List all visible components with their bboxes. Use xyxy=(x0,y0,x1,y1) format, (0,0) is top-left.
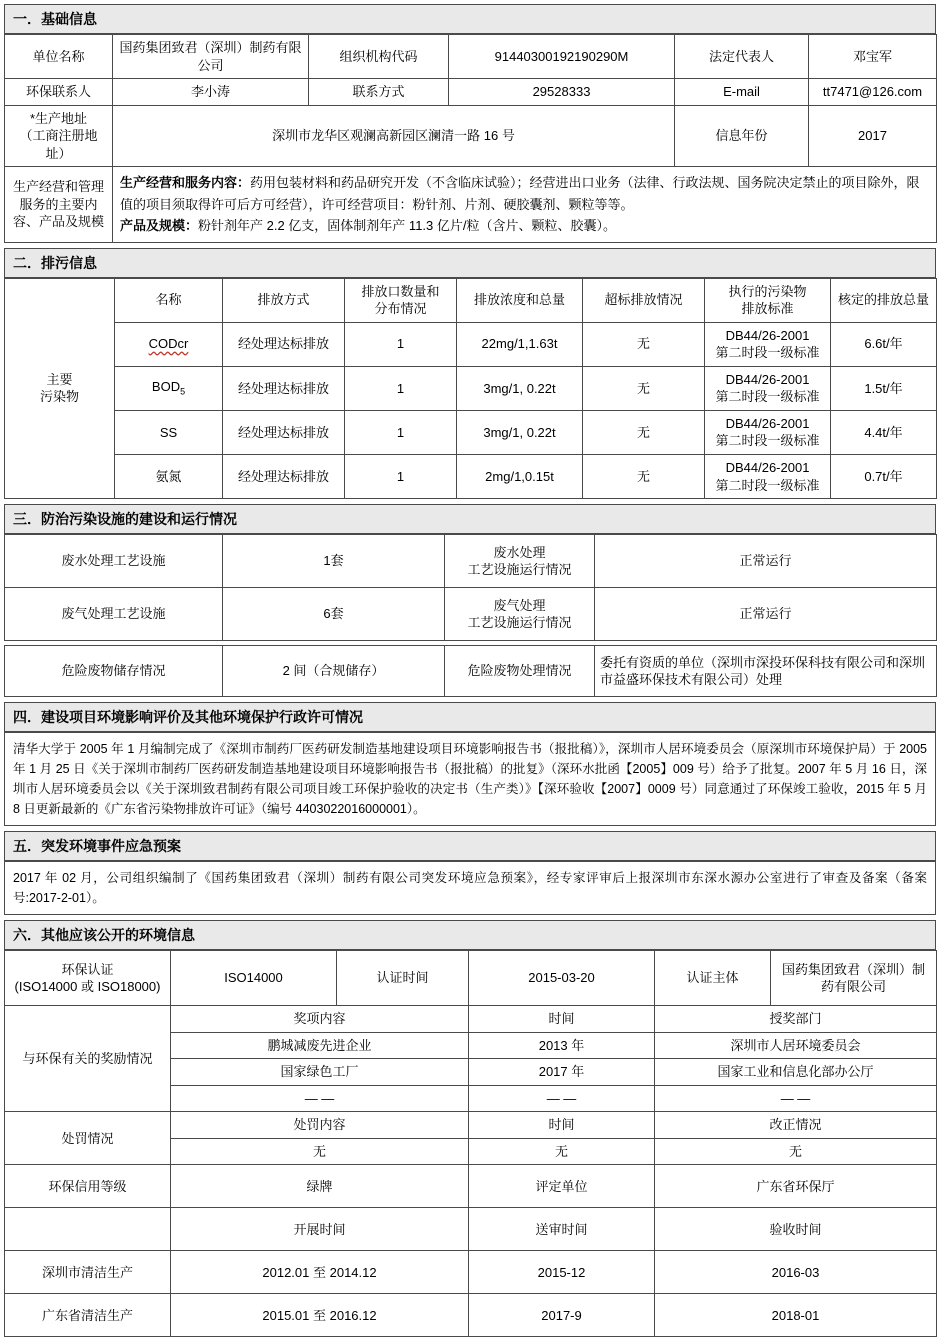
table-header-row xyxy=(5,278,937,322)
col-header-mode: 排放方式 xyxy=(223,278,345,322)
basic-info-table xyxy=(4,34,937,243)
pollutant-name-subscript: 5 xyxy=(180,387,186,398)
section-header-facilities: 三．防治污染设施的建设和运行情况 xyxy=(4,504,936,534)
pollutant-name: SS xyxy=(115,410,223,454)
table-row xyxy=(5,1006,937,1033)
cert-body-label: 认证主体 xyxy=(655,951,771,1006)
product-scale-text: 粉针剂年产 2.2 亿支，固体制剂年产 11.3 亿片/粒（含片、颗粒、胶囊）。 xyxy=(198,218,616,234)
pollutant-standard xyxy=(705,322,831,366)
business-content-text: 药用包装材料和药品研究开发（不含临床试验）；经营进出口业务（法律、行政法规、国务院决定禁止的项目除外，限值的项目须取得许可后方可经营），许可经营项目：粉针剂、片剂、硬胶囊剂、颗粒等等。 xyxy=(120,175,920,212)
pollutant-approved-total: 0.7t/年 xyxy=(831,454,937,498)
pollutant-exceed: 无 xyxy=(583,454,705,498)
pollutant-approved-total: 4.4t/年 xyxy=(831,410,937,454)
clean-sz-submit: 2015-12 xyxy=(469,1251,655,1294)
hazardous-waste-table xyxy=(4,645,937,697)
table-row xyxy=(5,1251,937,1294)
phone-label: 联系方式 xyxy=(309,79,449,106)
col-header-exceed: 超标排放情况 xyxy=(583,278,705,322)
award-content: 国家绿色工厂 xyxy=(171,1059,469,1086)
pollutant-exceed: 无 xyxy=(583,410,705,454)
legal-rep-label: 法定代表人 xyxy=(675,35,809,79)
wastewater-facility-count: 1套 xyxy=(223,535,445,588)
pollutant-concentration: 3mg/1, 0.22t xyxy=(457,410,583,454)
award-time: — — xyxy=(469,1085,655,1112)
pollutant-standard-line1: DB44/26-2001 xyxy=(725,415,810,431)
clean-header-accept: 验收时间 xyxy=(655,1208,937,1251)
address-label xyxy=(5,105,113,167)
pollutant-outlets: 1 xyxy=(345,366,457,410)
penalty-header-correction: 改正情况 xyxy=(655,1112,937,1139)
company-name-value: 国药集团致君（深圳）制药有限公司 xyxy=(113,35,309,79)
email-value: tt7471@126.com xyxy=(809,79,937,106)
pollutant-concentration: 2mg/1,0.15t xyxy=(457,454,583,498)
cert-label xyxy=(5,951,171,1006)
award-org: 深圳市人居环境委员会 xyxy=(655,1032,937,1059)
business-scope-label xyxy=(5,167,113,242)
waste-gas-facility-count: 6套 xyxy=(223,588,445,641)
pollutant-exceed: 无 xyxy=(583,322,705,366)
col-header-standard xyxy=(705,278,831,322)
penalty-header-time: 时间 xyxy=(469,1112,655,1139)
pollutant-group-label-line2: 污染物 xyxy=(39,389,79,405)
eia-paragraph: 清华大学于 2005 年 1 月编制完成了《深圳市制药厂医药研发制造基地建设项目环境影响报告书（报批稿）》，深圳市人居环境委员会（原深圳市环境保护局）于 2005 年 1 月 25 日《关于深圳市制药厂医药研发制造基地建设项目环境影响报告书（报批稿）的批复》（深环水批函【2005】009 号）给予了批复。2007 年 5 月 16 日，深圳市人居环境委员会以《关于深圳致君制药有限公司项目竣工环保护验收的决定书（生产类）》【深环验收【2007】0009 号）同意通过了环保竣工验收，2015 年 5 月 8 日更新最新的《广东省污染物排放许可证》（编号 4403022016000001）。 xyxy=(4,732,936,826)
pollutant-standard-line1: DB44/26-2001 xyxy=(725,371,810,387)
section-header-pollution-info: 二．排污信息 xyxy=(4,248,936,278)
pollutant-approved-total: 1.5t/年 xyxy=(831,366,937,410)
col-header-standard-line1: 执行的污染物 xyxy=(728,283,807,299)
pollutant-standard-line1: DB44/26-2001 xyxy=(725,327,810,343)
wastewater-facility-status-label xyxy=(445,535,595,588)
product-scale-title: 产品及规模： xyxy=(120,218,199,234)
pollutant-name xyxy=(115,366,223,410)
org-code-value: 91440300192190290M xyxy=(449,35,675,79)
phone-value: 29528333 xyxy=(449,79,675,106)
penalty-time: 无 xyxy=(469,1138,655,1165)
credit-org-value: 广东省环保厅 xyxy=(655,1165,937,1208)
contact-value: 李小涛 xyxy=(113,79,309,106)
business-scope-label-line3: 容、产品及规模 xyxy=(12,214,104,230)
section-header-basic-info: 一．基础信息 xyxy=(4,4,936,34)
award-time: 2017 年 xyxy=(469,1059,655,1086)
pollutant-outlets: 1 xyxy=(345,322,457,366)
credit-label: 环保信用等级 xyxy=(5,1165,171,1208)
business-scope-value xyxy=(113,167,937,242)
legal-rep-value: 邓宝军 xyxy=(809,35,937,79)
hazard-storage-label: 危险废物储存情况 xyxy=(5,646,223,697)
pollutant-standard-line1: DB44/26-2001 xyxy=(725,459,810,475)
pollutant-name-text: BOD xyxy=(151,379,181,395)
pollutant-mode: 经处理达标排放 xyxy=(223,366,345,410)
cert-time-label: 认证时间 xyxy=(337,951,469,1006)
contact-label: 环保联系人 xyxy=(5,79,113,106)
email-label: E-mail xyxy=(675,79,809,106)
facilities-table xyxy=(4,534,937,641)
award-time: 2013 年 xyxy=(469,1032,655,1059)
clean-sz-label: 深圳市清洁生产 xyxy=(5,1251,171,1294)
business-scope-label-line1: 生产经营和管理 xyxy=(12,179,104,195)
clean-sz-accept: 2016-03 xyxy=(655,1251,937,1294)
hazard-dispose-label: 危险废物处理情况 xyxy=(445,646,595,697)
col-header-approved-total: 核定的排放总量 xyxy=(831,278,937,322)
business-scope-paragraph-1 xyxy=(120,172,929,215)
waste-gas-facility-status: 正常运行 xyxy=(595,588,937,641)
table-row xyxy=(5,105,937,167)
table-row xyxy=(5,1208,937,1251)
business-scope-paragraph-2 xyxy=(120,215,929,236)
address-label-line2: （工商注册地址） xyxy=(19,128,98,161)
table-row xyxy=(5,646,937,697)
pollutant-standard-line2: 第二时段一级标准 xyxy=(715,389,820,405)
pollutant-standard-line2: 第二时段一级标准 xyxy=(715,433,820,449)
table-row xyxy=(5,410,937,454)
pollutant-concentration: 22mg/1,1.63t xyxy=(457,322,583,366)
business-scope-label-line2: 服务的主要内 xyxy=(19,196,98,212)
address-value: 深圳市龙华区观澜高新园区澜清一路 16 号 xyxy=(113,105,675,167)
pollutant-name: 氨氮 xyxy=(115,454,223,498)
table-row xyxy=(5,366,937,410)
business-content-title: 生产经营和服务内容： xyxy=(120,175,251,191)
waste-gas-status-label-line1: 废气处理 xyxy=(493,597,546,613)
pollutant-group-label-line1: 主要 xyxy=(46,371,73,387)
pollution-table xyxy=(4,278,937,499)
waste-gas-facility-label: 废气处理工艺设施 xyxy=(5,588,223,641)
hazard-dispose-value: 委托有资质的单位（深圳市深投环保科技有限公司和深圳市益盛环保技术有限公司）处理 xyxy=(595,646,937,697)
clean-header-start: 开展时间 xyxy=(171,1208,469,1251)
credit-value: 绿牌 xyxy=(171,1165,469,1208)
hazard-storage-value: 2 间（合规储存） xyxy=(223,646,445,697)
award-org: 国家工业和信息化部办公厅 xyxy=(655,1059,937,1086)
table-row xyxy=(5,35,937,79)
cert-label-line1: 环保认证 xyxy=(61,961,114,977)
clean-sz-start: 2012.01 至 2014.12 xyxy=(171,1251,469,1294)
clean-gd-start: 2015.01 至 2016.12 xyxy=(171,1294,469,1337)
award-content: 鹏城减废先进企业 xyxy=(171,1032,469,1059)
pollutant-outlets: 1 xyxy=(345,454,457,498)
pollutant-name xyxy=(115,322,223,366)
clean-gd-submit: 2017-9 xyxy=(469,1294,655,1337)
pollutant-mode: 经处理达标排放 xyxy=(223,454,345,498)
awards-label: 与环保有关的奖励情况 xyxy=(5,1006,171,1112)
clean-header-submit: 送审时间 xyxy=(469,1208,655,1251)
table-row xyxy=(5,588,937,641)
col-header-outlets-line2: 分布情况 xyxy=(374,301,427,317)
table-row xyxy=(5,322,937,366)
pollutant-standard xyxy=(705,454,831,498)
cert-value: ISO14000 xyxy=(171,951,337,1006)
table-row xyxy=(5,1165,937,1208)
table-row xyxy=(5,454,937,498)
awards-header-time: 时间 xyxy=(469,1006,655,1033)
clean-gd-label: 广东省清洁生产 xyxy=(5,1294,171,1337)
clean-production-blank xyxy=(5,1208,171,1251)
company-name-label: 单位名称 xyxy=(5,35,113,79)
pollutant-standard-line2: 第二时段一级标准 xyxy=(715,345,820,361)
wastewater-facility-label: 废水处理工艺设施 xyxy=(5,535,223,588)
table-row xyxy=(5,535,937,588)
pollutant-group-label xyxy=(5,278,115,498)
clean-gd-accept: 2018-01 xyxy=(655,1294,937,1337)
awards-header-org: 授奖部门 xyxy=(655,1006,937,1033)
col-header-outlets-line1: 排放口数量和 xyxy=(361,283,440,299)
other-info-table xyxy=(4,950,937,1337)
cert-time-value: 2015-03-20 xyxy=(469,951,655,1006)
wastewater-status-label-line1: 废水处理 xyxy=(493,544,546,560)
penalty-correction: 无 xyxy=(655,1138,937,1165)
credit-org-label: 评定单位 xyxy=(469,1165,655,1208)
penalty-content: 无 xyxy=(171,1138,469,1165)
cert-body-value: 国药集团致君（深圳）制药有限公司 xyxy=(771,951,937,1006)
penalty-label: 处罚情况 xyxy=(5,1112,171,1165)
waste-gas-status-label-line2: 工艺设施运行情况 xyxy=(467,615,572,631)
pollutant-exceed: 无 xyxy=(583,366,705,410)
wastewater-facility-status: 正常运行 xyxy=(595,535,937,588)
pollutant-concentration: 3mg/1, 0.22t xyxy=(457,366,583,410)
pollutant-standard xyxy=(705,366,831,410)
year-value: 2017 xyxy=(809,105,937,167)
waste-gas-facility-status-label xyxy=(445,588,595,641)
pollutant-mode: 经处理达标排放 xyxy=(223,322,345,366)
org-code-label: 组织机构代码 xyxy=(309,35,449,79)
table-row xyxy=(5,167,937,242)
section-header-other-info: 六．其他应该公开的环境信息 xyxy=(4,920,936,950)
year-label: 信息年份 xyxy=(675,105,809,167)
pollutant-name-text: CODcr xyxy=(148,336,189,352)
penalty-header-content: 处罚内容 xyxy=(171,1112,469,1139)
section-header-eia: 四．建设项目环境影响评价及其他环境保护行政许可情况 xyxy=(4,702,936,732)
table-row xyxy=(5,79,937,106)
pollutant-approved-total: 6.6t/年 xyxy=(831,322,937,366)
address-label-line1: *生产地址 xyxy=(29,110,88,126)
award-content: — — xyxy=(171,1085,469,1112)
emergency-paragraph: 2017 年 02 月，公司组织编制了《国药集团致君（深圳）制药有限公司突发环境应急预案》，经专家评审后上报深圳市东深水源办公室进行了审查及备案（备案号:2017-2-01）。 xyxy=(4,861,936,915)
awards-header-content: 奖项内容 xyxy=(171,1006,469,1033)
pollutant-standard xyxy=(705,410,831,454)
col-header-concentration: 排放浓度和总量 xyxy=(457,278,583,322)
table-row xyxy=(5,1112,937,1139)
cert-label-line2: (ISO14000 或 ISO18000) xyxy=(14,979,161,995)
col-header-name: 名称 xyxy=(115,278,223,322)
pollutant-standard-line2: 第二时段一级标准 xyxy=(715,477,820,493)
pollutant-outlets: 1 xyxy=(345,410,457,454)
table-row xyxy=(5,951,937,1006)
pollutant-mode: 经处理达标排放 xyxy=(223,410,345,454)
col-header-outlets xyxy=(345,278,457,322)
table-row xyxy=(5,1294,937,1337)
wastewater-status-label-line2: 工艺设施运行情况 xyxy=(467,562,572,578)
award-org: — — xyxy=(655,1085,937,1112)
section-header-emergency-plan: 五．突发环境事件应急预案 xyxy=(4,831,936,861)
col-header-standard-line2: 排放标准 xyxy=(741,301,794,317)
